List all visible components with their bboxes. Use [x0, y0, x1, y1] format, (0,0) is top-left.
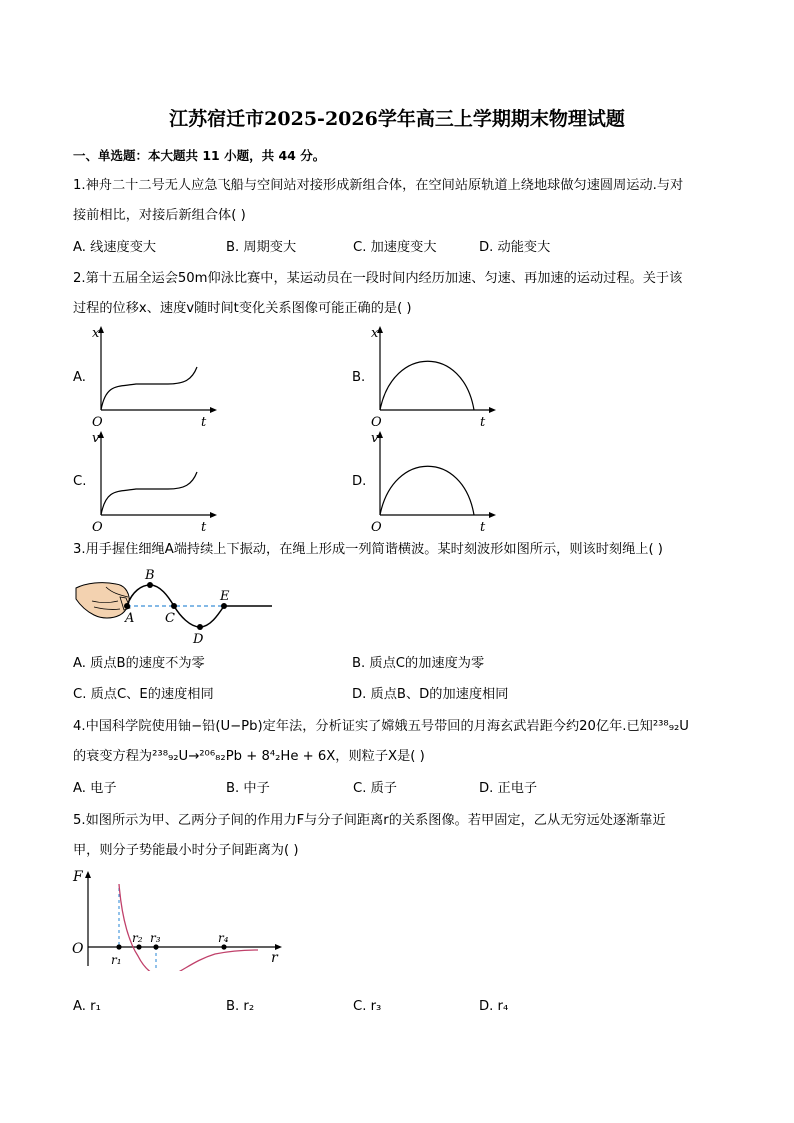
q1-option-d[interactable]: D. 动能变大	[479, 240, 551, 255]
q1-stem-line1: 1.神舟二十二号无人应急飞船与空间站对接形成新组合体，在空间站原轨道上绕地球做匀速圆周运动.与对	[73, 178, 684, 193]
q1-stem-line2: 接前相比，对接后新组合体( )	[73, 208, 246, 223]
q4-stem-line2: 的衰变方程为²³⁸₉₂U→²⁰⁶₈₂Pb + 8⁴₂He + 6X，则粒子X是( )	[73, 749, 425, 764]
q2-graph-c	[88, 430, 218, 535]
q5-stem-line2: 甲，则分子势能最小时分子间距离为( )	[73, 843, 299, 858]
q4-option-d[interactable]: D. 正电子	[479, 781, 538, 796]
q3-option-a[interactable]: A. 质点B的速度不为零	[73, 656, 205, 671]
q2-option-a-label[interactable]: A.	[73, 370, 86, 385]
q5-option-d[interactable]: D. r₄	[479, 999, 509, 1014]
axis-label-t: t	[480, 520, 486, 535]
q2-graph-a	[88, 325, 218, 430]
axis-label-v: v	[371, 431, 379, 446]
label-r1: r₁	[111, 953, 122, 967]
q5-stem-line1: 5.如图所示为甲、乙两分子间的作用力F与分子间距离r的关系图像。若甲固定，乙从无穷远处逐渐靠近	[73, 813, 666, 828]
q2-stem-line2: 过程的位移x、速度v随时间t变化关系图像可能正确的是( )	[73, 301, 412, 316]
section-heading: 一、单选题：本大题共 11 小题，共 44 分。	[73, 148, 326, 163]
q3-option-b[interactable]: B. 质点C的加速度为零	[352, 656, 485, 671]
label-r2: r₂	[132, 931, 143, 945]
q2-stem-line1: 2.第十五届全运会50m仰泳比赛中，某运动员在一段时间内经历加速、匀速、再加速的运动过程。关于该	[73, 271, 683, 286]
q2-graph-d	[367, 430, 497, 535]
exam-title: 江苏宿迁市2025-2026学年高三上学期期末物理试题	[169, 108, 625, 130]
origin-label: O	[92, 520, 103, 535]
q3-option-c[interactable]: C. 质点C、E的速度相同	[73, 687, 214, 702]
q4-option-a[interactable]: A. 电子	[73, 781, 117, 796]
origin-label: O	[92, 415, 103, 430]
axis-label-v: v	[92, 431, 100, 446]
q5-option-a[interactable]: A. r₁	[73, 999, 101, 1014]
point-label-d: D	[193, 632, 204, 647]
q2-option-b-label[interactable]: B.	[352, 370, 366, 385]
q3-stem-line1: 3.用手握住细绳A端持续上下振动，在绳上形成一列简谐横波。某时刻波形如图所示，则该时刻绳上( )	[73, 542, 663, 557]
label-r3: r₃	[150, 931, 161, 945]
axis-label-t: t	[480, 415, 486, 430]
point-label-c: C	[165, 611, 175, 626]
axis-label-x: x	[92, 326, 100, 341]
q4-option-c[interactable]: C. 质子	[353, 781, 397, 796]
point-label-a: A	[125, 611, 135, 626]
q4-option-b[interactable]: B. 中子	[226, 781, 270, 796]
q5-force-distance-graph	[70, 866, 290, 971]
origin-label: O	[371, 415, 382, 430]
axis-label-x: x	[371, 326, 379, 341]
origin-label: O	[72, 941, 84, 957]
q3-wave-figure	[72, 565, 277, 647]
q1-option-b[interactable]: B. 周期变大	[226, 240, 297, 255]
q5-option-c[interactable]: C. r₃	[353, 999, 382, 1014]
origin-label: O	[371, 520, 382, 535]
axis-label-t: t	[201, 415, 207, 430]
axis-label-t: t	[201, 520, 207, 535]
axis-label-r: r	[271, 950, 278, 966]
hand-illustration	[76, 583, 130, 618]
axis-label-f: F	[73, 869, 83, 885]
q3-option-d[interactable]: D. 质点B、D的加速度相同	[352, 687, 509, 702]
point-label-b: B	[145, 568, 155, 583]
q1-option-c[interactable]: C. 加速度变大	[353, 240, 437, 255]
q2-option-d-label[interactable]: D.	[352, 474, 367, 489]
q2-option-c-label[interactable]: C.	[73, 474, 87, 489]
q5-option-b[interactable]: B. r₂	[226, 999, 255, 1014]
label-r4: r₄	[218, 931, 229, 945]
point-label-e: E	[220, 589, 230, 604]
q2-graph-b	[367, 325, 497, 430]
q1-option-a[interactable]: A. 线速度变大	[73, 240, 157, 255]
q4-stem-line1: 4.中国科学院使用铀−铅(U−Pb)定年法，分析证实了嫦娥五号带回的月海玄武岩距今约20亿年.已知²³⁸₉₂U	[73, 719, 689, 734]
